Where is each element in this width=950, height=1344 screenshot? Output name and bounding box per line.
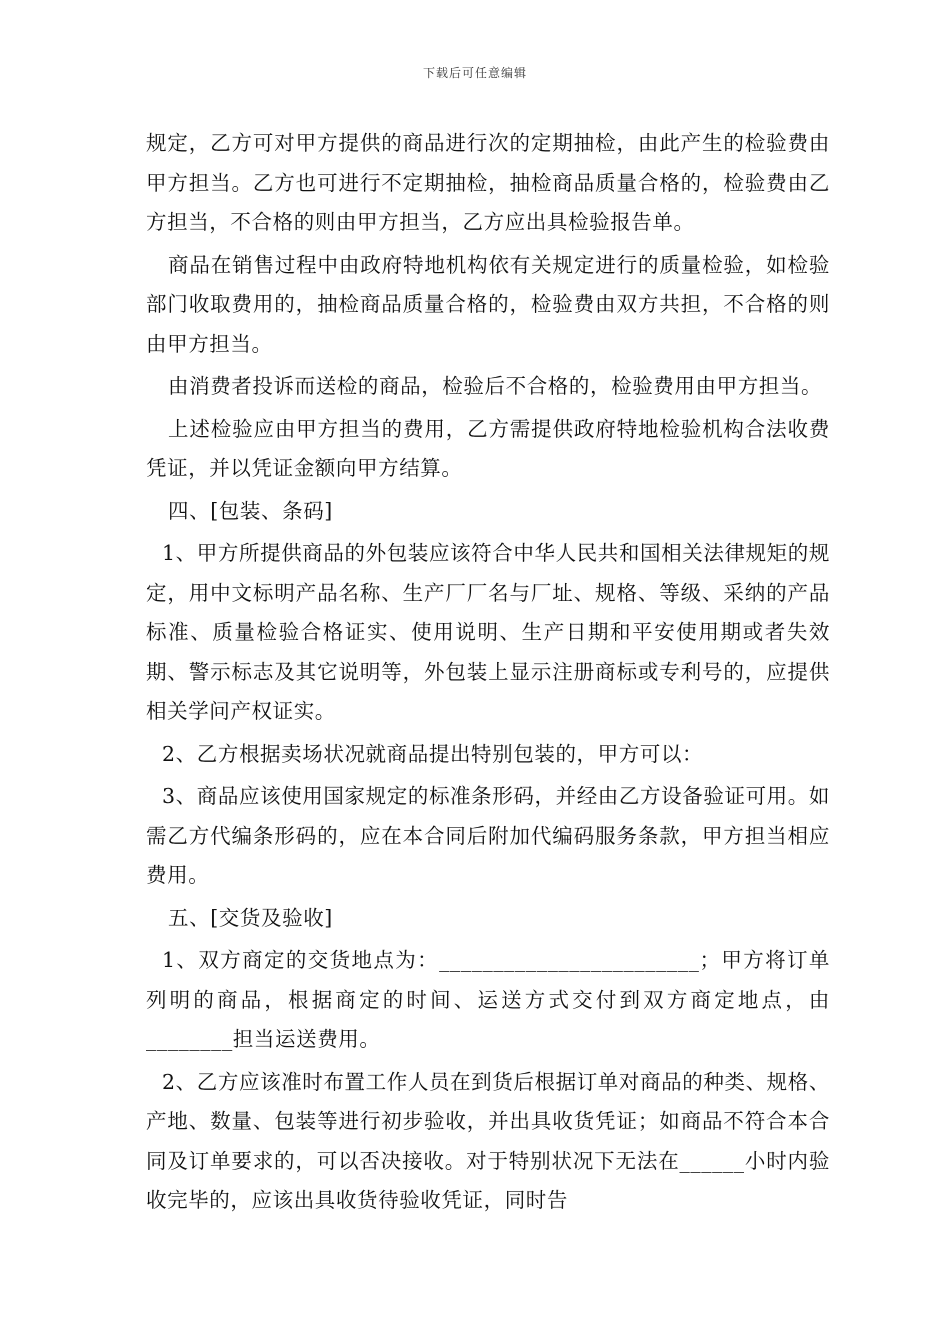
paragraph-packaging-1: 1、甲方所提供商品的外包装应该符合中华人民共和国相关法律规矩的规定，用中文标明产品名称、生产厂厂名与厂址、规格、等级、采纳的产品标准、质量检验合格证实、使用说明、生产日期和平安使用期或者失效期、警示标志及其它说明等，外包装上显示注册商标或专利号的，应提供相关学问产权证实。 [146, 541, 830, 723]
paragraph-delivery-1: 1、双方商定的交货地点为：________________________；甲方将订单列明的商品，根据商定的时间、运送方式交付到双方商定地点，由________担当运送费用。 [146, 948, 830, 1051]
paragraph-fee-settlement: 上述检验应由甲方担当的费用，乙方需提供政府特地检验机构合法收费凭证，并以凭证金额向甲方结算。 [146, 416, 830, 480]
paragraph-government-inspection: 商品在销售过程中由政府特地机构依有关规定进行的质量检验，如检验部门收取费用的，抽检商品质量合格的，检验费由双方共担，不合格的则由甲方担当。 [146, 252, 830, 356]
section-heading-delivery: 五、[交货及验收] [168, 905, 333, 930]
paragraph-packaging-3: 3、商品应该使用国家规定的标准条形码，并经由乙方设备验证可用。如需乙方代编条形码的，应在本合同后附加代编码服务条款，甲方担当相应费用。 [146, 784, 830, 887]
document-body [146, 124, 830, 1221]
section-heading-packaging: 四、[包装、条码] [168, 498, 333, 523]
paragraph-delivery-2: 2、乙方应该准时布置工作人员在到货后根据订单对商品的种类、规格、产地、数量、包装等进行初步验收，并出具收货凭证；如商品不符合本合同及订单要求的，可以否决接收。对于特别状况下无法在______小时内验收完毕的，应该出具收货待验收凭证，同时告 [146, 1069, 830, 1212]
paragraph-consumer-complaint: 由消费者投诉而送检的商品，检验后不合格的，检验费用由甲方担当。 [168, 374, 823, 398]
paragraph-packaging-2: 2、乙方根据卖场状况就商品提出特别包装的，甲方可以： [162, 741, 704, 766]
page-header: 下载后可任意编辑 [422, 66, 527, 80]
paragraph-inspection-rules: 规定，乙方可对甲方提供的商品进行次的定期抽检，由此产生的检验费由甲方担当。乙方也可进行不定期抽检，抽检商品质量合格的，检验费由乙方担当，不合格的则由甲方担当，乙方应出具检验报告单。 [146, 131, 830, 234]
